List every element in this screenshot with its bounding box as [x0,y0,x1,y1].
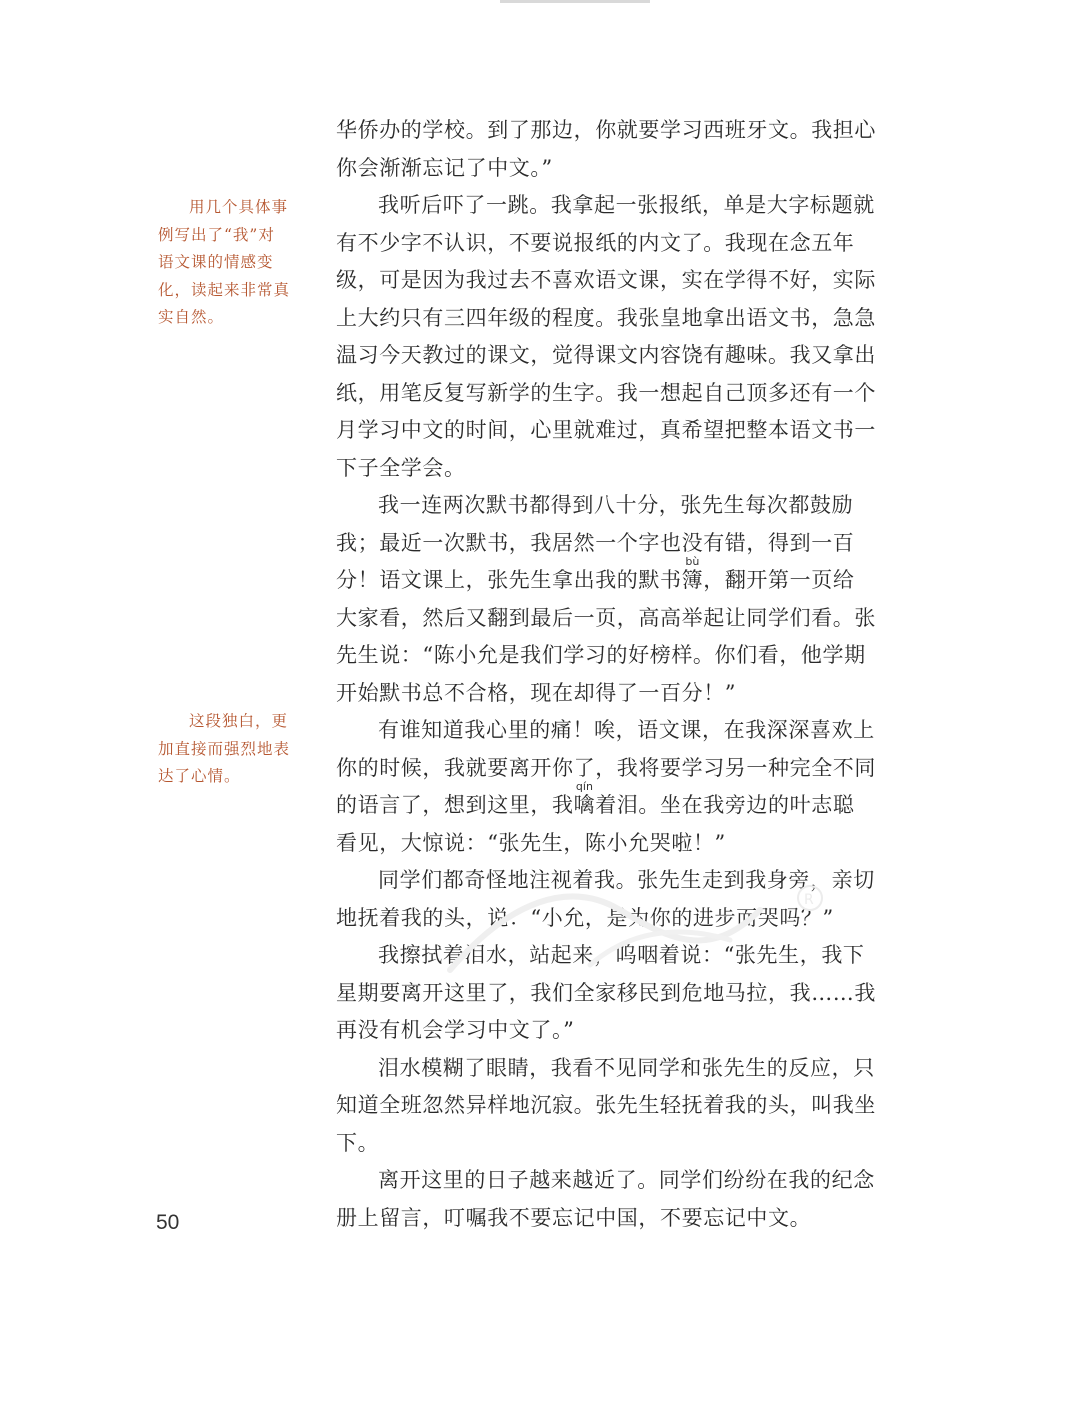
pinyin-annotated-char: 噙qín [573,780,596,817]
text-segment: 同学们都奇怪地注视着我。张先生走到我身旁，亲切地抚着我的头，说：“小允，是为你的进步而哭吗？” [336,868,875,930]
page-number: 50 [156,1211,180,1234]
annotation-text: 这段独白，更加直接而强烈地表达了心情。 [158,712,291,785]
text-segment: 着泪。坐在我旁边的叶志聪看见，大惊说：“张先生，陈小允哭啦！” [336,793,855,855]
main-text-body [336,112,876,1237]
pinyin-annotated-char: 簿bù [681,555,704,592]
margin-annotation-1 [158,194,290,332]
header-rule [500,0,650,3]
paragraph [336,1050,876,1163]
pinyin: qín [573,780,596,793]
annotation-text: 用几个具体事例写出了“我”对语文课的情感变化，读起来非常真实自然。 [158,198,291,326]
text-segment: 我一连两次默书都得到八十分，张先生每次都鼓励我；最近一次默书，我居然一个字也没有错，得到一百分！语文课上，张先生拿出我的默书 [336,493,855,592]
text-segment: ，翻开第一页给大家看，然后又翻到最后一页，高高举起让同学们看。张先生说：“陈小允是我们学习的好榜样。你们看，他学期开始默书总不合格，现在却得了一百分！” [336,568,876,705]
paragraph [336,1162,876,1237]
text-segment: 我擦拭着泪水，站起来，呜咽着说：“张先生，我下星期要离开这里了，我们全家移民到危地马拉，我……我再没有机会学习中文了。” [336,943,876,1042]
text-segment: 我听后吓了一跳。我拿起一张报纸，单是大字标题就有不少字不认识，不要说报纸的内文了。我现在念五年级，可是因为我过去不喜欢语文课，实在学得不好，实际上大约只有三四年级的程度。我张皇地拿出语文书，急急温习今天教过的课文，觉得课文内容饶有趣味。我又拿出纸，用笔反复写新学的生字。我一想起自己顶多还有一个月学习中文的时间，心里就难过，真希望把整本语文书一下子全学会。 [336,193,876,480]
paragraph [336,112,876,187]
paragraph [336,937,876,1050]
svg-text:R: R [804,892,814,908]
margin-annotation-2 [158,708,290,791]
text-segment: 离开这里的日子越来越近了。同学们纷纷在我的纪念册上留言，叮嘱我不要忘记中国，不要忘记中文。 [336,1168,875,1230]
text-segment: 泪水模糊了眼睛，我看不见同学和张先生的反应，只知道全班忽然异样地沉寂。张先生轻抚着我的头，叫我坐下。 [336,1055,876,1155]
paragraph [336,862,876,937]
paragraph [336,487,876,712]
text-segment: 华侨办的学校。到了那边，你就要学习西班牙文。我担心你会渐渐忘记了中文。” [336,118,876,180]
pinyin: bù [681,555,704,568]
text-segment: 有谁知道我心里的痛！唉，语文课，在我深深喜欢上你的时候，我就要离开你了，我将要学习另一种完全不同的语言了，想到这里，我 [336,718,876,817]
paragraph [336,187,876,487]
paragraph [336,712,876,862]
